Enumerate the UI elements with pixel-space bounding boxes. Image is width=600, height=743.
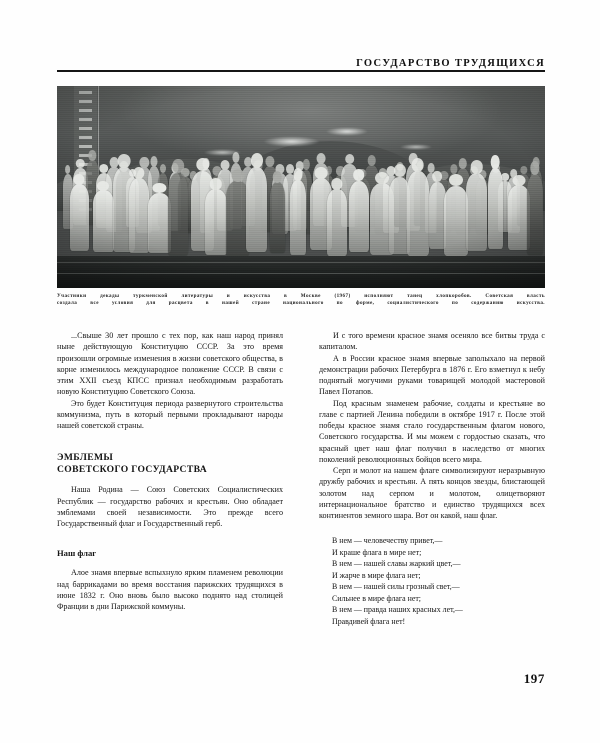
- dancer-figure: [246, 167, 267, 252]
- paragraph: Серп и молот на нашем флаге символизируют неразрывную дружбу рабочих и крестьян. А пять концов звезды, блистающей золотом над серпом и молотом, олицетворяют интернациональное братство и единство трудящихся всех континентов земного шара. Вот он какой, наш флаг.: [319, 466, 545, 520]
- dancer-figure: [429, 182, 446, 250]
- paragraph: ...Свыше 30 лет прошло с тех пор, как наш народ принял ныне действующую Конституцию СССР. За это время произошли огромные изменения в жизни советского общества, в корне изменилось международное положение СССР. В связи с этим XXII съезд КПСС признал необходимым разработать новую Конституцию Советского Союза.: [57, 331, 283, 397]
- poem-line: В нем — правда наших красных лет,—: [332, 605, 463, 615]
- dancer-figure: [444, 186, 468, 257]
- dancer-figure: [270, 182, 285, 253]
- section-heading-line: ЭМБЛЕМЫ: [57, 452, 114, 464]
- paragraph: Под красным знаменем рабочие, солдаты и крестьяне во главе с партией Ленина победили в октябре 1917 г. После этой победы красное знамя стало государственным флагом нового, Советского государства. И мы можем с гордостью сказать, что красный цвет наш флаг получил в наследство от многих поколений революционных бойцов всего мира.: [319, 398, 545, 464]
- section-heading: [57, 452, 283, 475]
- stage-photo-image: [57, 86, 545, 288]
- figure-photograph: [57, 86, 545, 288]
- dancer-figure: [226, 181, 248, 257]
- dancer-figure: [488, 168, 503, 249]
- poem-line: В нем — нашей силы грозный свет,—: [332, 582, 460, 592]
- body-column-left: [57, 330, 283, 612]
- paragraph: Наша Родина — Союз Советских Социалистических Республик — государство рабочих и крестьян. Оно обладает эмблемами своей независимости. Это прежде всего Государственный флаг и Государственный герб.: [57, 485, 283, 529]
- stage-floor-line: [57, 262, 545, 263]
- poem-line: И жарче в мире флага нет;: [332, 570, 421, 580]
- dancer-figure: [527, 174, 543, 254]
- paragraph: Это будет Конституция периода развернутого строительства коммунизма, путь в который первыми прокладывают народы нашей советской страны.: [57, 398, 283, 430]
- stage-floor-line: [57, 273, 545, 274]
- backdrop-cloud: [325, 127, 369, 136]
- header-rule: [57, 70, 545, 72]
- poem-line: И краше флага в мире нет;: [332, 547, 422, 557]
- running-head: [57, 53, 545, 71]
- figure-caption-line: Участники декады туркменской литературы и искусства в Москве (1967) исполняют танец хлопкоробов. Советская власть: [57, 293, 545, 299]
- section-heading-line: СОВЕТСКОГО ГОСУДАРСТВА: [57, 463, 207, 475]
- dancer-figure: [129, 178, 149, 253]
- dancer-figure: [205, 189, 227, 255]
- paragraph: И с того времени красное знамя осеняло все битвы труда с капиталом.: [319, 331, 545, 352]
- page-number: 197: [523, 671, 545, 686]
- dancer-figure: [327, 189, 347, 257]
- dancer-figure: [70, 184, 89, 251]
- poem-line: Сильнее в мире флага нет;: [332, 593, 421, 603]
- dancer-figure: [407, 171, 429, 255]
- stage-floor: [57, 256, 545, 288]
- poem-line: В нем — нашей славы жаркий цвет,—: [332, 559, 461, 569]
- running-head-title: ГОСУДАРСТВО ТРУДЯЩИХСЯ: [356, 58, 545, 69]
- poem-line: В нем — человечеству привет,—: [332, 536, 443, 546]
- poem-line: Правдивей флага нет!: [332, 616, 406, 626]
- body-column-right: [319, 330, 545, 627]
- dancer-figure: [349, 181, 369, 253]
- paragraph: Алое знамя впервые вспыхнуло ярким пламенем революции над баррикадами во время восстания парижских трудящихся в июне 1832 г. Оно вновь было высоко поднято над столицей Франции в дни Парижской коммуны.: [57, 568, 283, 612]
- dancer-figure: [466, 173, 488, 251]
- dancer-figure: [148, 193, 171, 254]
- dancer-figure: [168, 173, 188, 256]
- backdrop-cloud: [399, 144, 433, 150]
- figure-caption-line: создала все условия для расцвета в нашей стране национального по форме, социалистического по содержанию искусства.: [57, 300, 545, 307]
- sub-heading: Наш флаг: [57, 548, 97, 559]
- dancer-figure: [93, 190, 114, 252]
- dancers-group: [57, 163, 545, 260]
- dancer-figure: [290, 180, 306, 254]
- poem-block: [319, 535, 545, 627]
- paragraph: А в России красное знамя впервые заполыхало на первой демонстрации рабочих Петербурга в 1876 г. Его взметнул к небу поднятый могучими руками товарищей молодой мастеровой Павел Потапов.: [319, 353, 545, 397]
- figure-caption: [57, 293, 545, 307]
